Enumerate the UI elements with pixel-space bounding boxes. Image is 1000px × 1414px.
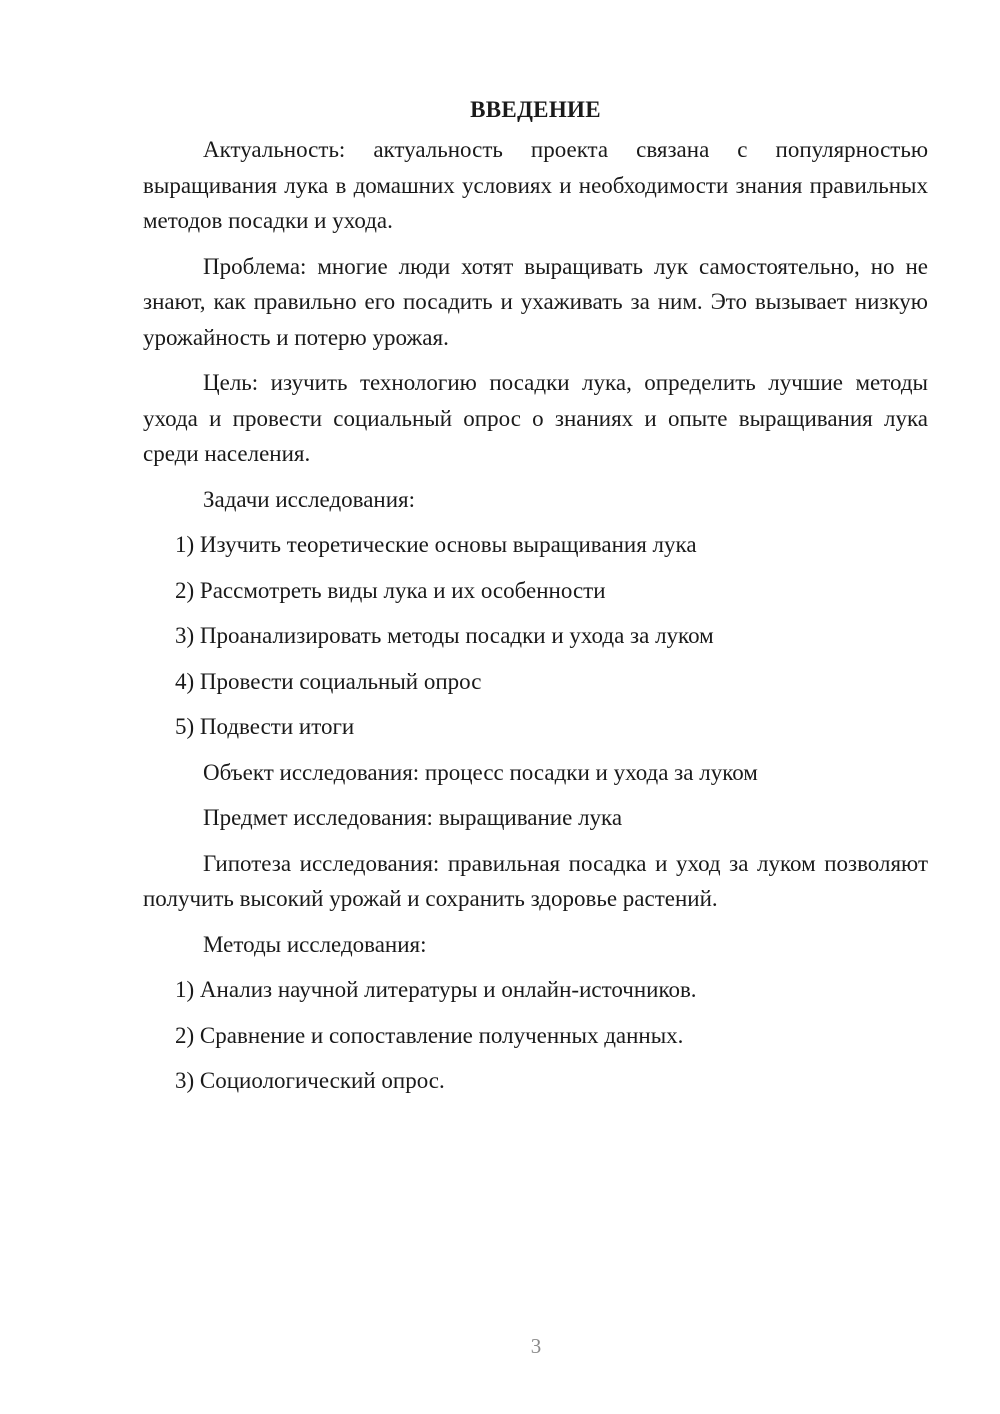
methods-list: [143, 972, 928, 1099]
hypothesis-paragraph: Гипотеза исследования: правильная посадка и уход за луком позволяют получить высокий урожай и сохранить здоровье растений.: [143, 850, 928, 911]
list-item: 2) Сравнение и сопоставление полученных данных.: [175, 1022, 684, 1048]
list-item: 1) Анализ научной литературы и онлайн-источников.: [175, 977, 697, 1002]
list-item: 3) Социологический опрос.: [175, 1068, 445, 1093]
object-paragraph: Объект исследования: процесс посадки и ухода за луком: [203, 759, 758, 785]
list-item: 2) Рассмотреть виды лука и их особенности: [175, 577, 606, 603]
goal-paragraph: Цель: изучить технологию посадки лука, определить лучшие методы ухода и провести социальный опрос о знаниях и опыте выращивания лука среди населения.: [143, 370, 928, 466]
page-number: 3: [530, 1334, 542, 1358]
list-item: 5) Подвести итоги: [175, 714, 355, 739]
tasks-title: Задачи исследования:: [203, 486, 416, 512]
page-heading: ВВЕДЕНИЕ: [470, 97, 601, 122]
list-item: 1) Изучить теоретические основы выращивания лука: [175, 532, 697, 557]
document-page: [143, 92, 928, 1109]
list-item: 3) Проанализировать методы посадки и ухода за луком: [175, 623, 714, 648]
tasks-list: [143, 527, 928, 745]
list-item: 4) Провести социальный опрос: [175, 668, 482, 694]
subject-paragraph: Предмет исследования: выращивание лука: [203, 805, 623, 830]
methods-title: Методы исследования:: [203, 931, 427, 957]
problem-paragraph: Проблема: многие люди хотят выращивать лук самостоятельно, но не знают, как правильно его посадить и ухаживать за ним. Это вызывает низкую урожайность и потерю урожая.: [143, 253, 928, 350]
relevance-paragraph: Актуальность: актуальность проекта связана с популярностью выращивания лука в домашних условиях и необходимости знания правильных методов посадки и ухода.: [143, 137, 928, 233]
